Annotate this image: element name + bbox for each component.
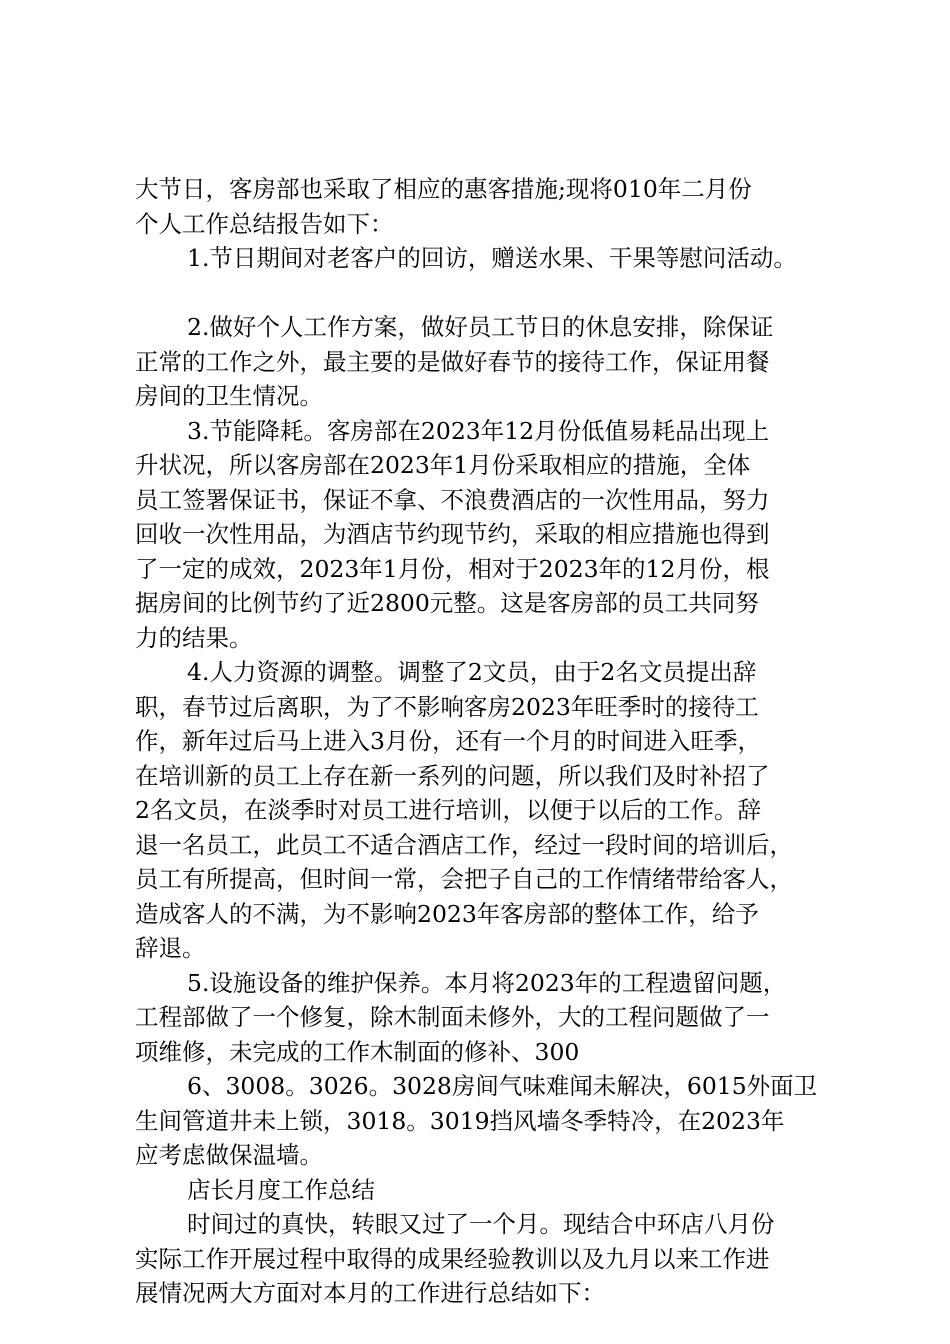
text-line: 升状况，所以客房部在2023年1月份采取相应的措施，全体 xyxy=(135,451,751,479)
text-line: 实际工作开展过程中取得的成果经验教训以及九月以来工作进 xyxy=(135,1244,770,1273)
text-line: 项维修，未完成的工作木制面的修补、300 xyxy=(135,1037,580,1066)
text-line: 作，新年过后马上进入3月份，还有一个月的时间进入旺季， xyxy=(135,727,761,755)
text-line: 工程部做了一个修复，除木制面未修外，大的工程问题做了一 xyxy=(135,1003,770,1031)
text-line: 职，春节过后离职，为了不影响客房2023年旺季时的接待工 xyxy=(135,692,759,721)
text-line: 生间管道井未上锁，3018。3019挡风墙冬季特冷，在2023年 xyxy=(135,1106,785,1135)
text-line: 个人工作总结报告如下： xyxy=(135,209,394,238)
text-line: 5.设施设备的维护保养。本月将2023年的工程遗留问题， xyxy=(187,968,787,997)
text-line: 大节日，客房部也采取了相应的惠客措施;现将010年二月份 xyxy=(135,175,752,203)
text-line: 造成客人的不满，为不影响2023年客房部的整体工作，给予 xyxy=(135,899,759,928)
text-line: 退一名员工，此员工不适合酒店工作，经过一段时间的培训后， xyxy=(135,830,793,859)
text-line: 回收一次性用品，为酒店节约现节约，采取的相应措施也得到 xyxy=(135,520,770,548)
text-line: 1.节日期间对老客户的回访，赠送水果、干果等慰问活动。 xyxy=(187,244,797,272)
text-line: 2.做好个人工作方案，做好员工节日的休息安排，除保证 xyxy=(187,313,774,341)
document-body xyxy=(135,172,855,1311)
text-line: 展情况两大方面对本月的工作进行总结如下： xyxy=(135,1279,605,1307)
text-line: 时间过的真快，转眼又过了一个月。现结合中环店八月份 xyxy=(187,1210,775,1238)
text-line: 力的结果。 xyxy=(135,623,253,652)
text-line: 6、3008。3026。3028房间气味难闻未解决，6015外面卫 xyxy=(187,1072,818,1100)
text-line: 2名文员，在淡季时对员工进行培训，以便于以后的工作。辞 xyxy=(135,796,761,824)
blank-line xyxy=(135,276,855,311)
text-line: 辞退。 xyxy=(135,934,206,962)
text-line: 员工签署保证书，保证不拿、不浪费酒店的一次性用品，努力 xyxy=(135,485,770,514)
text-line: 员工有所提高，但时间一常，会把子自己的工作情绪带给客人， xyxy=(135,865,793,893)
text-line: 在培训新的员工上存在新一系列的问题，所以我们及时补招了 xyxy=(135,761,770,790)
text-line: 4.人力资源的调整。调整了2文员，由于2名文员提出辞 xyxy=(187,658,757,686)
text-line: 应考虑做保温墙。 xyxy=(135,1141,323,1169)
text-line: 正常的工作之外，最主要的是做好春节的接待工作，保证用餐 xyxy=(135,347,770,376)
text-line: 店长月度工作总结 xyxy=(187,1175,375,1204)
text-line: 房间的卫生情况。 xyxy=(135,382,323,410)
text-line: 据房间的比例节约了近2800元整。这是客房部的员工共同努 xyxy=(135,589,759,617)
text-line: 3.节能降耗。客房部在2023年12月份低值易耗品出现上 xyxy=(187,416,770,445)
text-line: 了一定的成效，2023年1月份，相对于2023年的12月份，根 xyxy=(135,554,770,583)
